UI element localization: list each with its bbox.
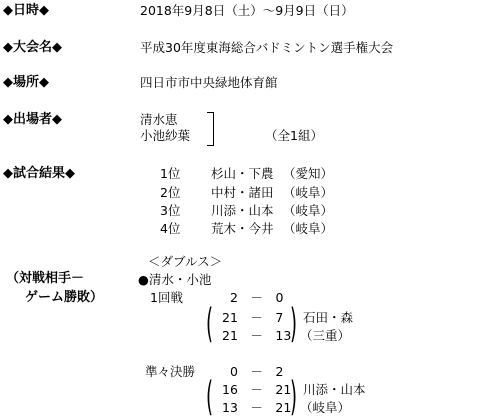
tournament-value: 平成30年度東海総合バドミントン選手権大会 (140, 40, 394, 55)
results-label: ◆試合結果◆ (3, 166, 75, 181)
datetime-label: ◆日時◆ (3, 3, 49, 18)
participant-name: 清水恵 (140, 112, 178, 127)
result-pair: 荒木・今井 (211, 221, 274, 236)
match-total-score: 2 － 0 (230, 290, 284, 305)
match-round: 準々決勝 (145, 364, 196, 379)
game-score: 21 － 13 (222, 328, 292, 343)
result-pref: （岐阜） (283, 203, 334, 218)
match-round: 1回戦 (150, 290, 183, 305)
games-open-paren: ( (206, 374, 214, 420)
datetime-value: 2018年9月8日（土）～9月9日（日） (140, 3, 354, 18)
participants-bracket (207, 112, 214, 146)
match-opponent-pref: （三重） (300, 328, 351, 343)
result-pref: （岐阜） (283, 221, 334, 236)
opponent-label-line1: （対戦相手－ (6, 271, 85, 286)
result-rank: 4位 (160, 221, 181, 236)
result-pref: （愛知） (283, 166, 334, 181)
game-score: 13 － 21 (222, 400, 292, 415)
doubles-heading: ＜ダブルス＞ (148, 254, 223, 269)
participants-group-note: （全1組） (265, 128, 323, 143)
games-close-paren: ) (290, 374, 298, 420)
venue-label: ◆場所◆ (3, 75, 49, 90)
venue-value: 四日市市中央緑地体育館 (140, 75, 278, 90)
result-rank: 2位 (160, 185, 181, 200)
result-pair: 中村・諸田 (211, 185, 274, 200)
match-opponent: 石田・森 (303, 310, 354, 325)
participant-name: 小池紗葉 (140, 128, 191, 143)
match-total-score: 0 － 2 (230, 364, 284, 379)
result-rank: 3位 (160, 203, 181, 218)
result-pref: （岐阜） (283, 185, 334, 200)
result-rank: 1位 (160, 166, 181, 181)
opponent-label-line2: ゲーム勝敗） (25, 290, 104, 305)
result-pair: 杉山・下農 (211, 166, 274, 181)
result-pair: 川添・山本 (211, 203, 274, 218)
participants-label: ◆出場者◆ (3, 112, 62, 127)
games-close-paren: ) (290, 301, 298, 347)
game-score: 16 － 21 (222, 382, 292, 397)
match-opponent-pref: （岐阜） (300, 400, 351, 415)
tournament-label: ◆大会名◆ (3, 40, 62, 55)
games-open-paren: ( (206, 301, 214, 347)
game-score: 21 － 7 (222, 310, 284, 325)
match-opponent: 川添・山本 (303, 382, 366, 397)
doubles-pair: ●清水・小池 (138, 272, 212, 287)
